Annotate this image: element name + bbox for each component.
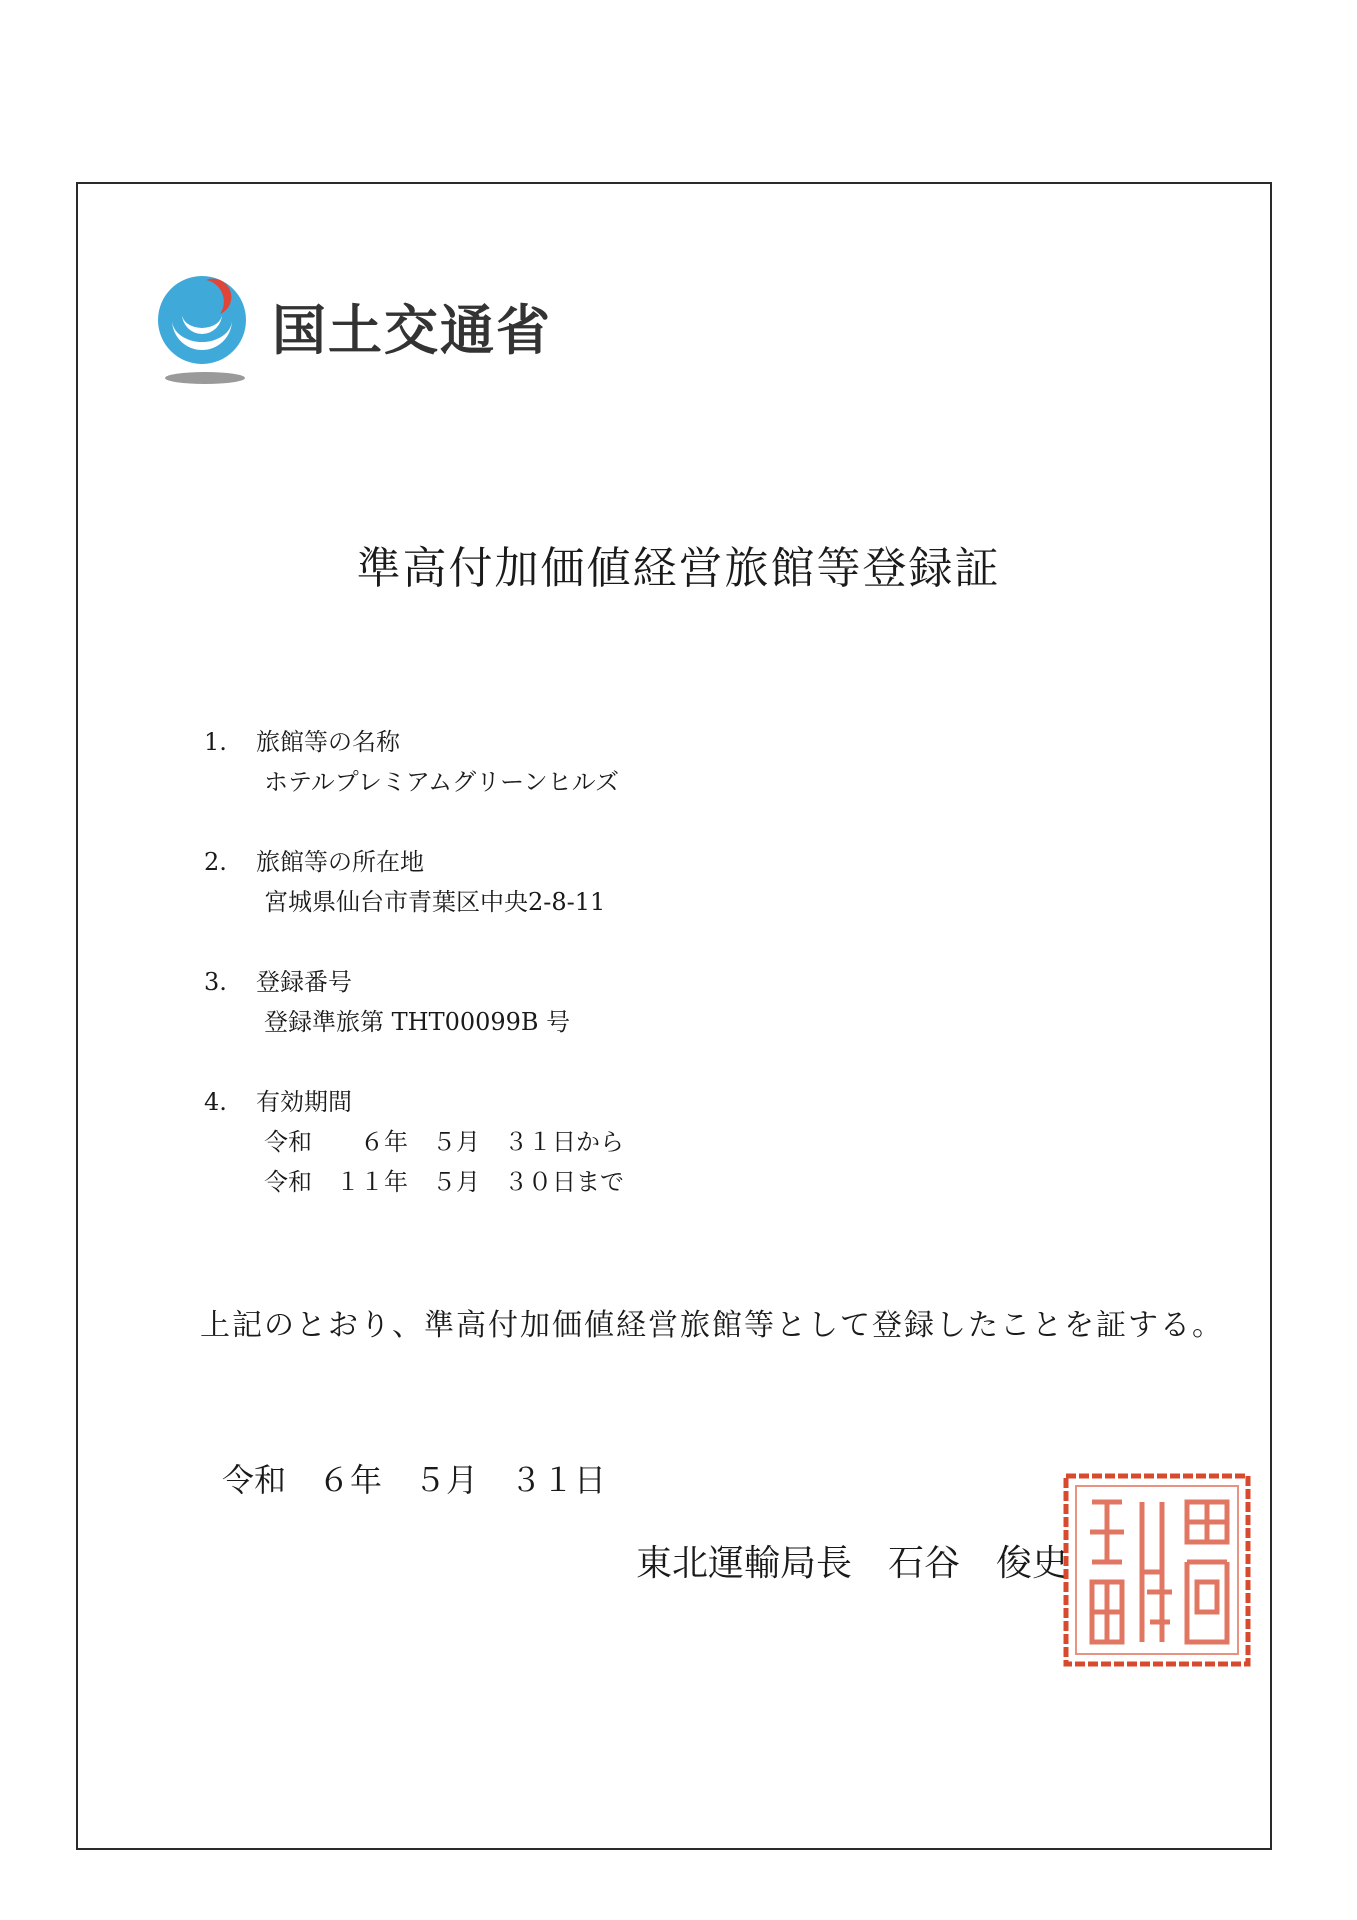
- issue-date: 令和 ６年 ５月 ３１日: [222, 1461, 607, 1499]
- mlit-logo-icon: [150, 268, 260, 388]
- item-number: 4.: [204, 1088, 227, 1116]
- item-facility-name: [204, 722, 619, 802]
- certificate-title: 準高付加価値経営旅館等登録証: [356, 543, 1001, 594]
- item-number: 2.: [204, 848, 227, 876]
- item-heading: 有効期間: [256, 1088, 352, 1116]
- item-heading: 旅館等の所在地: [256, 848, 424, 876]
- item-heading: 登録番号: [256, 968, 352, 996]
- registration-number-value: 登録準旅第 THT00099B 号: [264, 1008, 571, 1036]
- facility-address-value: 宮城県仙台市青葉区中央2-8-11: [264, 888, 606, 916]
- period-to: 令和 １１年 ５月 ３０日まで: [264, 1168, 624, 1196]
- facility-name-value: ホテルプレミアムグリーンヒルズ: [264, 768, 619, 796]
- item-facility-address: [204, 842, 605, 922]
- official-seal-icon: [1062, 1472, 1252, 1668]
- item-number: 1.: [204, 728, 227, 756]
- organization-name: 国土交通省: [272, 299, 552, 362]
- signer-name: 東北運輸局長 石谷 俊史: [636, 1543, 1069, 1584]
- period-from: 令和 ６年 ５月 ３１日から: [264, 1128, 624, 1156]
- item-registration-number: [204, 962, 570, 1042]
- item-heading: 旅館等の名称: [256, 728, 400, 756]
- certification-statement: 上記のとおり、準高付加価値経営旅館等として登録したことを証する。: [200, 1308, 1224, 1343]
- item-validity-period: [204, 1082, 624, 1202]
- item-number: 3.: [204, 968, 227, 996]
